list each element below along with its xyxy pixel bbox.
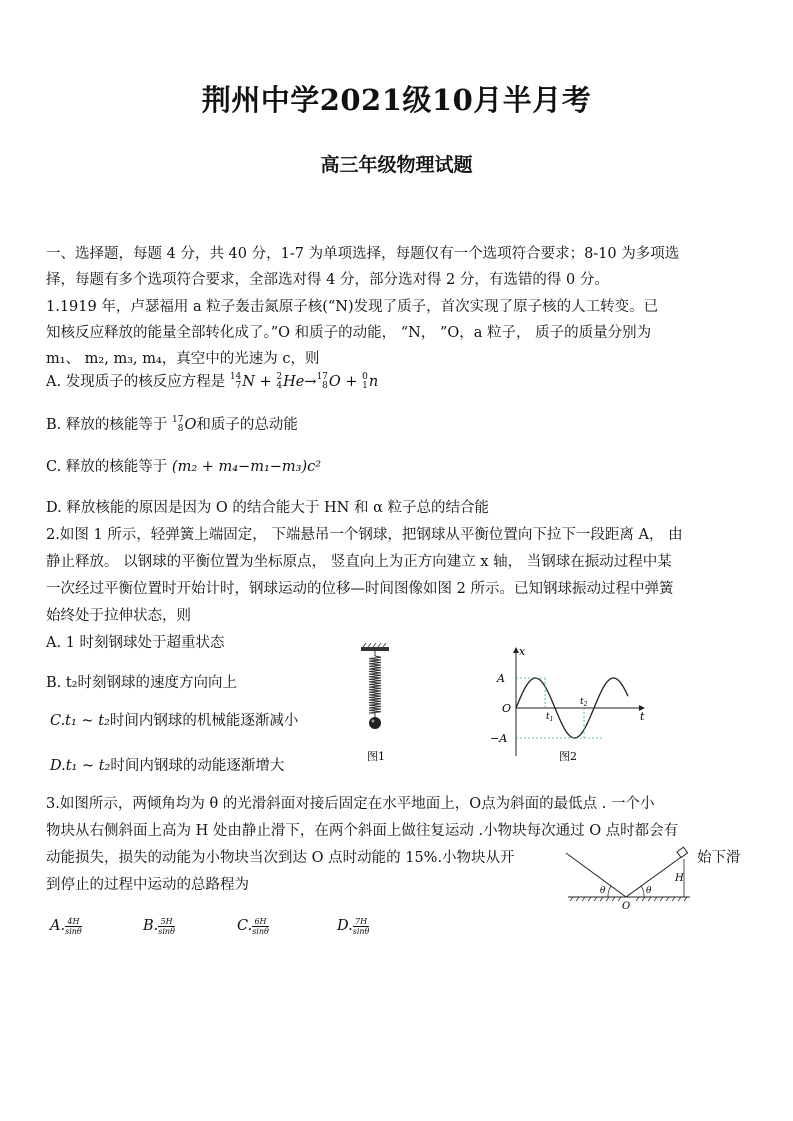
fraction-numerator: 4H	[65, 917, 82, 927]
q3-figure-inclines	[560, 843, 698, 911]
fraction-numerator: 5H	[158, 917, 175, 927]
option-letter: C.	[237, 918, 253, 934]
option-fraction	[353, 917, 370, 936]
axis-label-t: t	[640, 710, 645, 723]
nuclide-atomic: 4	[276, 381, 283, 391]
ceiling-hatch	[363, 643, 386, 647]
q3-option-c	[237, 916, 269, 936]
nuclide-atomic: 8	[177, 424, 184, 434]
q1-option-a-prefix: A. 发现质子的核反应方程是	[46, 374, 230, 390]
height-label: H	[675, 873, 684, 884]
q2-option-d-text: 时间内钢球的动能逐渐增大	[110, 758, 285, 774]
q1-eq-he: He→	[283, 374, 317, 390]
q2-option-d	[50, 756, 284, 776]
q1-option-d: D. 释放核能的原因是因为 O 的结合能大于 HN 和 α 粒子总的结合能	[46, 500, 489, 516]
q1-stem-line1: 1.1919 年，卢瑟福用 a 粒子轰击氮原子核(“N)发现了质子，首次实现了原子核的人工转变。已	[46, 299, 659, 315]
spring-coil	[369, 656, 381, 713]
q3-option-d	[337, 916, 369, 936]
fraction-denominator: sinθ	[65, 926, 82, 936]
q1-option-c-formula: (m₂ + m₄−m₁−m₃)c²	[171, 459, 322, 475]
nuclide-o17-index	[316, 373, 327, 391]
ceiling-mount	[361, 647, 389, 651]
q2-option-d-range: D.t₁ ~ t₂	[50, 758, 111, 774]
label-origin: O	[502, 702, 512, 715]
axis-label-x: x	[519, 645, 526, 658]
q3-option-a	[50, 916, 82, 936]
theta-right-label: θ	[646, 886, 652, 896]
nuclide-atomic: 8	[322, 381, 328, 391]
q2-figure2-caption: 图2	[559, 750, 577, 763]
label-t1: $t_1$	[546, 712, 554, 723]
q2-stem-line3: 一次经过平衡位置时开始计时，钢球运动的位移—时间图像如图 2 所示。已知钢球振动过程中弹簧	[46, 581, 674, 597]
q1-option-b-o: O	[184, 417, 197, 433]
q2-option-c-range: C.t₁ ~ t₂	[50, 713, 110, 729]
label-amplitude: A	[497, 672, 505, 685]
fraction-denominator: sinθ	[252, 926, 269, 936]
small-block	[677, 847, 688, 857]
fraction-denominator: sinθ	[352, 926, 370, 936]
origin-label: O	[622, 901, 631, 911]
nuclide-mass: 14	[229, 372, 242, 382]
nuclide-he-index	[276, 373, 282, 391]
q3-stem-line4: 到停止的过程中运动的总路程为	[46, 877, 249, 893]
q1-eq-n-end: n	[368, 374, 379, 390]
nuclide-mass: 17	[316, 372, 328, 382]
angle-arc-right	[641, 886, 644, 897]
q1-option-b-suffix: 和质子的总动能	[196, 417, 298, 433]
page-title: 荆州中学2021级10月半月考	[201, 83, 592, 117]
q1-stem-line2: 知核反应释放的能量全部转化成了。”O 和质子的动能， “N， ”O，a 粒子， 质子的质量分别为	[46, 325, 652, 341]
q2-figure1-caption: 图1	[367, 750, 385, 763]
q1-option-b-prefix: B. 释放的核能等于	[46, 417, 172, 433]
q1-eq-o: O +	[328, 374, 363, 390]
q3-stem-line3: 动能损失，损失的动能为小物块当次到达 O 点时动能的 15%.小物块从开	[46, 850, 515, 866]
left-incline	[566, 853, 626, 897]
q1-option-a	[46, 372, 378, 392]
nuclide-neutron-index	[362, 373, 368, 391]
q2-option-b: B. t₂时刻钢球的速度方向向上	[46, 675, 238, 691]
theta-left-label: θ	[600, 886, 606, 896]
q1-option-c-prefix: C. 释放的核能等于	[46, 459, 172, 475]
q3-stem-line1: 3.如图所示，两倾角均为 θ 的光滑斜面对接后固定在水平地面上，O点为斜面的最低点 . 一个小	[46, 796, 655, 812]
option-letter: B.	[143, 918, 159, 934]
option-fraction	[65, 917, 82, 936]
q3-stem-line2: 物块从右侧斜面上高为 H 处由静止滑下，在两个斜面上做往复运动 .小物块每次通过 O 点时都会有	[46, 823, 679, 839]
steel-ball	[369, 717, 381, 729]
option-fraction	[158, 917, 175, 936]
q2-option-a: A. 1 时刻钢球处于超重状态	[46, 635, 225, 651]
q1-option-b	[46, 415, 298, 435]
fraction-numerator: 6H	[252, 917, 269, 927]
q2-stem-line4: 始终处于拉伸状态，则	[46, 608, 191, 624]
section-instructions-line2: 择，每题有多个选项符合要求，全部选对得 4 分，部分选对得 2 分，有选错的得 0 分。	[46, 272, 609, 288]
nuclide-mass: 0	[362, 372, 368, 382]
nuclide-atomic: 7	[235, 381, 242, 391]
q1-stem-line3: m₁、 m₂, m₃, m₄，真空中的光速为 c，则	[46, 351, 320, 367]
nuclide-n14-index	[230, 373, 241, 391]
q1-option-c	[46, 457, 321, 477]
nuclide-atomic: 1	[362, 381, 368, 391]
option-letter: A.	[50, 918, 66, 934]
q3-option-b	[143, 916, 175, 936]
q2-figure1-spring	[355, 643, 395, 768]
q2-stem-line1: 2.如图 1 所示，轻弹簧上端固定， 下端悬吊一个钢球，把钢球从平衡位置向下拉下一段距离 A， 由	[46, 527, 683, 543]
q3-stem-line3-end: 始下滑	[697, 850, 741, 866]
option-fraction	[252, 917, 269, 936]
q2-option-c-text: 时间内钢球的机械能逐渐减小	[109, 713, 299, 729]
angle-arc-left	[608, 886, 611, 897]
section-instructions-line1: 一、选择题，每题 4 分，共 40 分，1-7 为单项选择，每题仅有一个选项符合要求；8-10 为多项选	[46, 246, 680, 262]
label-neg-amplitude: −A	[490, 732, 508, 745]
fraction-numerator: 7H	[353, 917, 370, 927]
q1-eq-n: N +	[242, 374, 277, 390]
q2-figure2-graph	[486, 644, 656, 767]
nuclide-mass: 2	[276, 372, 283, 382]
q2-stem-line2: 静止释放。 以钢球的平衡位置为坐标原点， 竖直向上为正方向建立 x 轴， 当钢球在振动过程中某	[46, 554, 672, 570]
nuclide-o17-index	[172, 416, 183, 434]
q2-option-c	[50, 711, 298, 731]
option-letter: D.	[337, 918, 353, 934]
fraction-denominator: sinθ	[158, 926, 175, 936]
page-subtitle: 高三年级物理试题	[320, 154, 473, 176]
nuclide-mass: 17	[171, 415, 184, 425]
label-t2: $t_2$	[580, 697, 588, 708]
